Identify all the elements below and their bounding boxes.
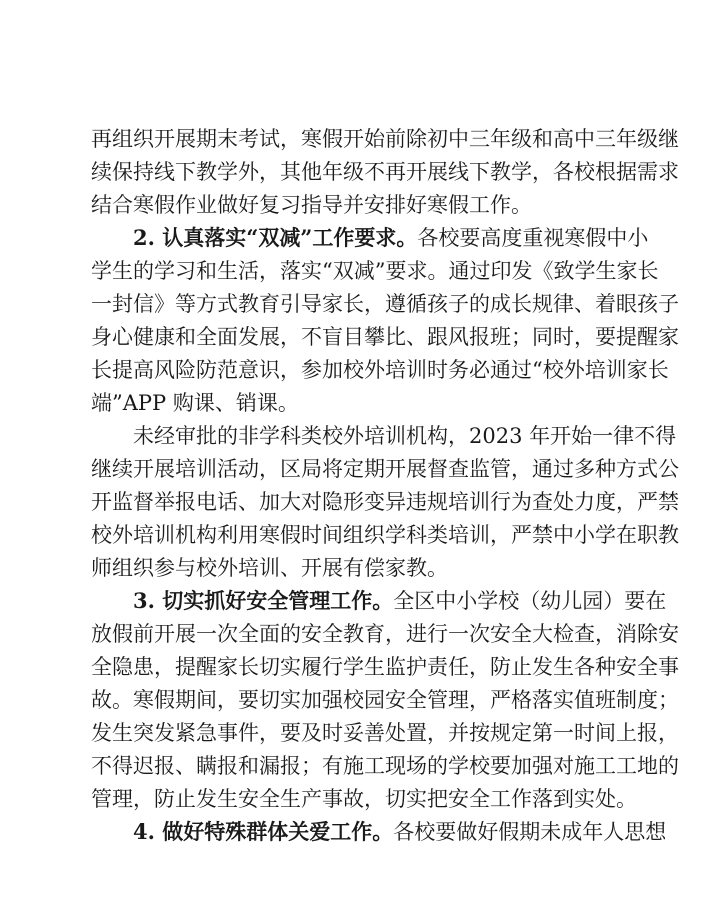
paragraph-2-line-3: 一封信》等方式教育引导家长，遵循孩子的成长规律、着眼孩子: [91, 292, 679, 316]
section-heading-3: 3. 切实抓好安全管理工作。: [133, 588, 394, 613]
paragraph-3-line-2: 继续开展培训活动，区局将定期开展督查监管，通过多种方式公: [91, 457, 679, 481]
paragraph-2-line-2: 学生的学习和生活，落实“双减”要求。通过印发《致学生家长: [91, 259, 659, 283]
paragraph-2-line-1-text: 各校要高度重视寒假中小: [417, 226, 649, 250]
paragraph-4-line-4: 故。寒假期间，要切实加强校园安全管理，严格落实值班制度；: [91, 688, 679, 712]
paragraph-4-line-1-text: 全区中小学校（幼儿园）要在: [393, 589, 667, 613]
paragraph-4-line-6: 不得迟报、瞒报和漏报；有施工现场的学校要加强对施工工地的: [91, 754, 679, 778]
paragraph-3-line-3: 开监督举报电话、加大对隐形变异违规培训行为查处力度，严禁: [91, 490, 679, 514]
paragraph-4-line-3: 全隐患，提醒家长切实履行学生监护责任，防止发生各种安全事: [91, 655, 679, 679]
paragraph-2-line-5: 长提高风险防范意识，参加校外培训时务必通过“校外培训家长: [91, 358, 669, 382]
paragraph-1-line-2: 续保持线下教学外，其他年级不再开展线下教学，各校根据需求: [91, 160, 679, 184]
paragraph-3-line-4: 校外培训机构利用寒假时间组织学科类培训，严禁中小学在职教: [91, 523, 679, 547]
paragraph-4-line-5: 发生突发紧急事件，要及时妥善处置，并按规定第一时间上报，: [91, 721, 679, 745]
section-heading-4: 4. 做好特殊群体关爱工作。: [133, 819, 394, 844]
paragraph-1-line-3: 结合寒假作业做好复习指导并安排好寒假工作。: [91, 193, 532, 217]
section-heading-2: 2. 认真落实“双减”工作要求。: [133, 225, 418, 250]
paragraph-1-line-1: 再组织开展期末考试，寒假开始前除初中三年级和高中三年级继: [91, 127, 679, 151]
paragraph-5-line-1: [133, 818, 667, 846]
paragraph-3-line-1: 未经审批的非学科类校外培训机构，2023 年开始一律不得: [133, 424, 677, 448]
paragraph-2-line-4: 身心健康和全面发展，不盲目攀比、跟风报班；同时，要提醒家: [91, 325, 679, 349]
paragraph-3-line-5: 师组织参与校外培训、开展有偿家教。: [91, 556, 448, 580]
paragraph-4-line-2: 放假前开展一次全面的安全教育，进行一次安全大检查，消除安: [91, 622, 679, 646]
paragraph-2-line-1: [133, 224, 649, 252]
paragraph-4-line-1: [133, 587, 667, 615]
paragraph-5-line-1-text: 各校要做好假期未成年人思想: [393, 820, 667, 844]
paragraph-2-line-6: 端”APP 购课、销课。: [91, 391, 299, 415]
paragraph-4-line-7: 管理，防止发生安全生产事故，切实把安全工作落到实处。: [91, 787, 637, 811]
